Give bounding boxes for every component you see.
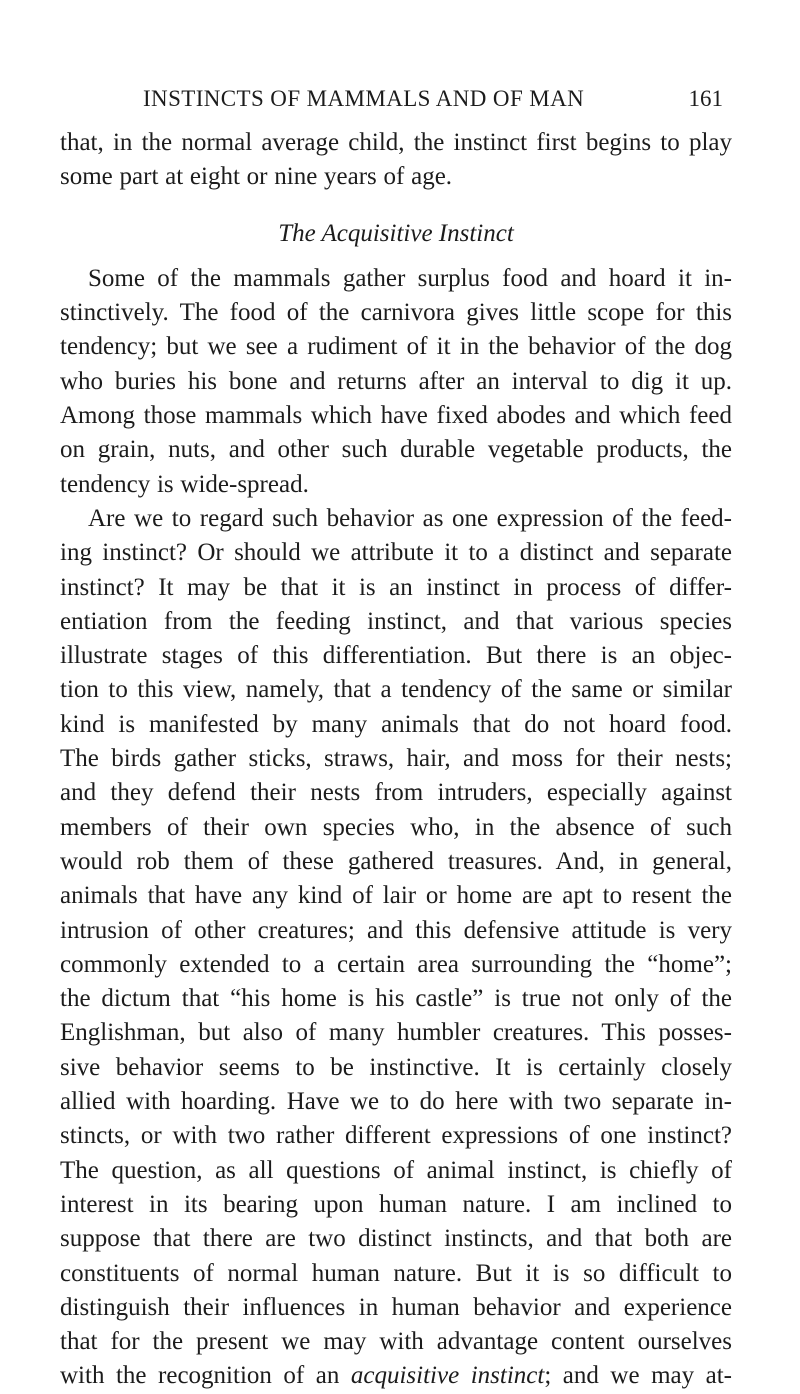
- text-line: illustrate stages of this differentiation. But there is an objec-: [60, 642, 732, 670]
- section-heading: The Acquisitive Instinct: [278, 219, 514, 247]
- text-line: distinguish their influences in human behavior and experience: [60, 1293, 732, 1321]
- text-line: allied with hoarding. Have we to do here with two separate in-: [60, 1088, 732, 1116]
- text-line: intrusion of other creatures; and this defensive attitude is very: [60, 916, 732, 944]
- text-line: animals that have any kind of lair or home are apt to resent the: [60, 882, 732, 910]
- text-line: some part at eight or nine years of age.: [60, 163, 453, 191]
- text-line: Are we to regard such behavior as one expression of the feed-: [88, 504, 732, 532]
- text-line: and they defend their nests from intruders, especially against: [60, 779, 732, 807]
- page-number: 161: [688, 86, 723, 111]
- text-line: stincts, or with two rather different expressions of one instinct?: [60, 1122, 732, 1150]
- text-line: The birds gather sticks, straws, hair, and moss for their nests;: [60, 745, 732, 773]
- text-line: members of their own species who, in the absence of such: [60, 813, 732, 841]
- italic-term: acquisitive instinct: [350, 1362, 545, 1390]
- text-line: suppose that there are two distinct instincts, and that both are: [60, 1225, 732, 1253]
- body-text: [60, 126, 732, 1394]
- text-line: kind is manifested by many animals that do not hoard food.: [60, 710, 732, 738]
- text-line: entiation from the feeding instinct, and that various species: [60, 607, 732, 635]
- text-line: that, in the normal average child, the instinct first begins to play: [60, 129, 732, 156]
- running-title: INSTINCTS OF MAMMALS AND OF MAN: [143, 86, 585, 111]
- text-line: commonly extended to a certain area surrounding the “home”;: [60, 950, 732, 978]
- text-line: Among those mammals which have fixed abodes and which feed: [60, 402, 732, 430]
- running-head: [143, 84, 723, 114]
- text-line: sive behavior seems to be instinctive. It is certainly closely: [60, 1053, 732, 1081]
- text-line: stinctively. The food of the carnivora gives little scope for this: [60, 299, 732, 327]
- text-line: Englishman, but also of many humbler creatures. This posses-: [60, 1019, 732, 1047]
- text-line: would rob them of these gathered treasures. And, in general,: [60, 847, 732, 875]
- text-line: interest in its bearing upon human nature. I am inclined to: [60, 1190, 732, 1218]
- text-segment: ; and we may at-: [544, 1362, 732, 1390]
- text-line: ing instinct? Or should we attribute it to a distinct and separate: [60, 539, 732, 567]
- text-line: instinct? It may be that it is an instinct in process of differ-: [60, 573, 732, 601]
- text-line: who buries his bone and returns after an interval to dig it up.: [60, 367, 732, 395]
- text-segment: with the recognition of an: [60, 1362, 351, 1390]
- text-line: tendency is wide-spread.: [60, 470, 309, 498]
- text-line: tendency; but we see a rudiment of it in the behavior of the dog: [60, 333, 732, 361]
- text-line: the dictum that “his home is his castle” is true not only of the: [60, 985, 732, 1013]
- text-line: constituents of normal human nature. But it is so difficult to: [60, 1259, 732, 1287]
- text-line: Some of the mammals gather surplus food and hoard it in-: [88, 264, 732, 292]
- text-line: on grain, nuts, and other such durable vegetable products, the: [60, 436, 732, 464]
- text-line: The question, as all questions of animal instinct, is chiefly of: [60, 1156, 732, 1184]
- text-line: that for the present we may with advantage content ourselves: [60, 1328, 732, 1356]
- text-line: tion to this view, namely, that a tendency of the same or similar: [60, 676, 732, 704]
- text-line-final: [60, 1359, 732, 1393]
